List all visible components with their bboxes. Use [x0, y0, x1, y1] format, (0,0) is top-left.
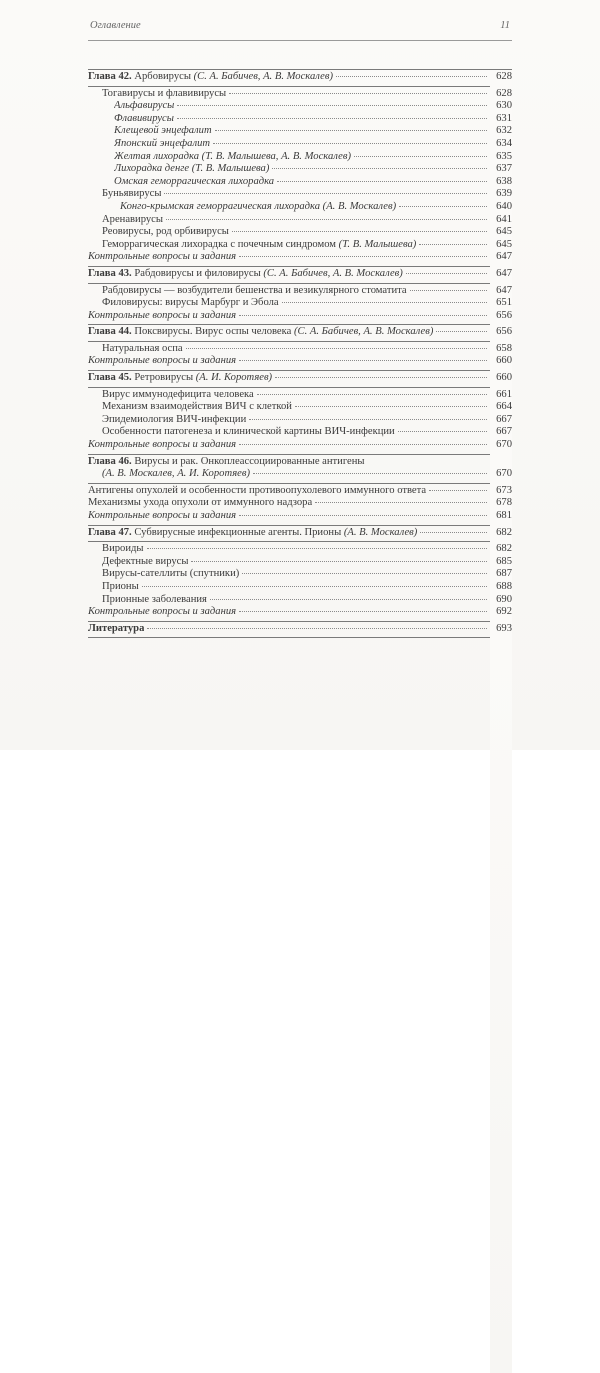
leader-dots: [399, 206, 487, 207]
toc-entry-label: [102, 188, 161, 201]
chapter-separator: [88, 341, 512, 342]
chapter-separator: [88, 370, 512, 371]
chapter-authors: (С. А. Бабичев, А. В. Москалев): [293, 326, 434, 338]
entry-text: Особенности патогенеза и клинической картины ВИЧ-инфекции: [102, 426, 395, 438]
toc-page-number: 690: [490, 594, 512, 1344]
entry-text: Контрольные вопросы и задания: [88, 606, 237, 618]
chapter-separator: [88, 387, 512, 388]
chapter-title: Вирусы и рак. Онкоплеассоциированные антигены: [134, 455, 365, 467]
toc-entry-label: [114, 125, 212, 138]
chapter-separator: [88, 621, 512, 622]
toc-entry[interactable]: [88, 125, 512, 138]
toc-page-number: 682: [490, 543, 512, 1293]
leader-dots: [177, 105, 487, 106]
toc-page-number: 693: [490, 623, 512, 1373]
toc-entry-label: [88, 510, 236, 523]
toc-entry[interactable]: [88, 188, 512, 201]
leader-dots: [295, 406, 487, 407]
toc-page-number: 692: [490, 606, 512, 1356]
leader-dots: [186, 348, 487, 349]
control-questions-entry[interactable]: [88, 510, 512, 523]
leader-dots: [239, 360, 487, 361]
toc-page-number: 639: [490, 188, 512, 938]
chapter-title: Рабдовирусы и филовирусы: [134, 267, 261, 279]
leader-dots: [420, 532, 487, 533]
chapter-separator: [88, 283, 512, 284]
leader-dots: [242, 573, 487, 574]
toc-entry[interactable]: [88, 214, 512, 227]
toc-page-number: 670: [490, 439, 512, 1189]
toc-page-number: 651: [490, 297, 512, 1047]
toc-entry[interactable]: [88, 138, 512, 151]
leader-dots: [239, 515, 487, 516]
chapter-separator: [88, 637, 512, 638]
toc-entry[interactable]: [88, 297, 512, 310]
chapter-heading-line: [88, 456, 512, 469]
toc-page-number: 685: [490, 556, 512, 1306]
entry-text: Филовирусы: вирусы Марбург и Эбола: [102, 297, 279, 309]
chapter-heading-continued[interactable]: [88, 468, 512, 481]
entry-text: Флавивирусы: [114, 112, 174, 124]
toc-page-number: 641: [490, 214, 512, 964]
toc-page-number: 688: [490, 581, 512, 1331]
chapter-number: Глава 46.: [88, 455, 132, 467]
chapter-separator: [88, 525, 512, 526]
entry-text: Дефектные вирусы: [102, 555, 189, 567]
toc-entry[interactable]: [88, 568, 512, 581]
leader-dots: [142, 586, 487, 587]
toc-page-number: 647: [490, 268, 512, 1018]
toc-entry-label: [114, 113, 174, 126]
toc-entry-label: [102, 343, 183, 356]
chapter-separator: [88, 69, 512, 70]
toc-entry[interactable]: [88, 401, 512, 414]
running-head: [88, 18, 512, 41]
toc-entry-label: [88, 485, 426, 498]
entry-text: Лихорадка денге: [114, 163, 190, 175]
toc-entry-label: [102, 226, 229, 239]
toc-entry-label: [88, 268, 403, 281]
toc-entry[interactable]: [88, 100, 512, 113]
chapter-heading[interactable]: [88, 71, 512, 84]
toc-entry[interactable]: [88, 594, 512, 607]
toc-page-number: 647: [490, 251, 512, 1001]
toc-page-number: 630: [490, 100, 512, 850]
entry-text: Вироиды: [102, 543, 144, 555]
toc-entry-label: [102, 543, 144, 556]
toc-entry[interactable]: [88, 343, 512, 356]
toc-entry[interactable]: [88, 88, 512, 101]
entry-authors: (Т. В. Малышева): [338, 238, 417, 250]
entry-text: Эпидемиология ВИЧ-инфекции: [102, 413, 247, 425]
literature-title: Литература: [88, 622, 145, 634]
chapter-separator: [88, 454, 512, 455]
chapter-number: Глава 44.: [88, 326, 132, 338]
toc-page-number: 664: [490, 401, 512, 1151]
toc-entry-label: [114, 100, 174, 113]
chapter-authors: (С. А. Бабичев, А. В. Москалев): [193, 71, 333, 82]
toc-page-number: 628: [490, 88, 512, 838]
running-head-page-number: 11: [500, 20, 510, 31]
entry-text: Клещевой энцефалит: [114, 125, 212, 137]
chapter-authors: (А. В. Москалев, А. И. Коротяев): [102, 468, 250, 480]
leader-dots: [419, 244, 487, 245]
toc-entry[interactable]: [88, 163, 512, 176]
chapter-number: Глава 47.: [88, 526, 132, 538]
entry-text: Контрольные вопросы и задания: [88, 251, 237, 263]
entry-text: Рабдовирусы — возбудители бешенства и везикулярного стоматита: [102, 284, 407, 296]
leader-dots: [229, 93, 487, 94]
entry-text: Конго-крымская геморрагическая лихорадка: [120, 200, 321, 212]
entry-text: Контрольные вопросы и задания: [88, 355, 237, 367]
toc-entry-label: [88, 606, 236, 619]
leader-dots: [410, 290, 487, 291]
toc-entry[interactable]: [88, 151, 512, 164]
leader-dots: [239, 444, 487, 445]
toc-entry[interactable]: [88, 226, 512, 239]
leader-dots: [191, 561, 487, 562]
toc-page-number: 660: [490, 355, 512, 1105]
toc-entry[interactable]: [88, 201, 512, 214]
chapter-heading[interactable]: [88, 372, 512, 385]
toc-entry-label: [88, 623, 144, 636]
entry-authors: (Т. В. Малышева, А. В. Москалев): [201, 150, 351, 162]
entry-text: Тогавирусы и флавивирусы: [102, 87, 227, 99]
toc-entry-label: [102, 594, 207, 607]
toc-page-number: 656: [490, 310, 512, 1060]
chapter-title: Субвирусные инфекционные агенты. Прионы: [134, 526, 342, 538]
toc-entry-label: [114, 176, 274, 189]
chapter-number: Глава 43.: [88, 267, 132, 279]
entry-text: Механизмы ухода опухоли от иммунного надзора: [88, 497, 313, 509]
toc-page-number: 638: [490, 176, 512, 926]
chapter-number: Глава 42.: [88, 71, 132, 82]
entry-authors: (Т. В. Малышева): [191, 163, 270, 175]
toc-entry[interactable]: [88, 389, 512, 402]
leader-dots: [147, 628, 487, 629]
table-of-contents: [88, 67, 512, 639]
toc-entry-label: [88, 527, 417, 540]
leader-dots: [315, 502, 487, 503]
leader-dots: [398, 431, 487, 432]
control-questions-entry[interactable]: [88, 355, 512, 368]
toc-page-number: 645: [490, 239, 512, 989]
toc-entry[interactable]: [88, 426, 512, 439]
toc-page-number: 667: [490, 426, 512, 1176]
leader-dots: [164, 193, 487, 194]
toc-entry-label: [88, 326, 433, 339]
chapter-title: Ретровирусы: [134, 372, 194, 384]
toc-entry-label: [88, 372, 272, 385]
toc-page-number: 660: [490, 372, 512, 1122]
toc-page-number: 678: [490, 497, 512, 1247]
toc-page-number: 670: [490, 468, 512, 1218]
toc-page-number: 631: [490, 113, 512, 863]
toc-page-number: 632: [490, 125, 512, 875]
toc-entry-label: [88, 71, 333, 84]
entry-text: Желтая лихорадка: [114, 150, 200, 162]
leader-dots: [239, 611, 487, 612]
toc-page-number: 681: [490, 510, 512, 1260]
chapter-separator: [88, 266, 512, 267]
chapter-separator: [88, 324, 512, 325]
chapter-authors: (С. А. Бабичев, А. В. Москалев): [263, 267, 403, 279]
toc-page-number: 640: [490, 201, 512, 951]
entry-text: Контрольные вопросы и задания: [88, 510, 237, 521]
chapter-heading[interactable]: [88, 326, 512, 339]
toc-page-number: 673: [490, 485, 512, 1235]
leader-dots: [429, 490, 487, 491]
leader-dots: [275, 377, 487, 378]
control-questions-entry[interactable]: [88, 251, 512, 264]
toc-entry-label: [88, 355, 236, 368]
toc-page-number: 628: [490, 71, 512, 821]
entry-text: Механизм взаимодействия ВИЧ с клеткой: [102, 401, 292, 413]
chapter-title: Поксвирусы. Вирус оспы человека: [134, 326, 292, 338]
toc-page-number: 637: [490, 163, 512, 913]
leader-dots: [177, 118, 487, 119]
toc-entry-label: [102, 297, 279, 310]
leader-dots: [257, 394, 487, 395]
leader-dots: [354, 156, 487, 157]
toc-entry[interactable]: [88, 497, 512, 510]
entry-text: Геморрагическая лихорадка с почечным синдромом: [102, 238, 337, 250]
chapter-authors: (А. И. Коротяев): [195, 372, 273, 384]
toc-entry-label: [88, 439, 236, 452]
toc-entry[interactable]: [88, 414, 512, 427]
toc-entry[interactable]: [88, 113, 512, 126]
entry-text: Антигены опухолей и особенности противоопухолевого иммунного ответа: [88, 484, 427, 496]
entry-text: Прионные заболевания: [102, 593, 207, 605]
leader-dots: [277, 181, 487, 182]
entry-text: Буньявирусы: [102, 188, 162, 200]
chapter-heading[interactable]: [88, 527, 512, 540]
entry-text: Аренавирусы: [102, 213, 163, 225]
toc-entry-label: [114, 163, 269, 176]
toc-entry-label: [102, 556, 188, 569]
leader-dots: [272, 168, 487, 169]
toc-entry-label: [88, 251, 236, 264]
toc-entry[interactable]: [88, 485, 512, 498]
chapter-authors: (А. В. Москалев): [343, 526, 418, 538]
toc-entry-label: [102, 389, 254, 402]
toc-entry-label: [102, 414, 246, 427]
toc-entry-label: [114, 138, 210, 151]
toc-entry-label: [102, 581, 139, 594]
control-questions-entry[interactable]: [88, 310, 512, 323]
toc-page-number: 658: [490, 343, 512, 1093]
toc-page-number: 645: [490, 226, 512, 976]
toc-entry-label: [102, 285, 407, 298]
toc-entry[interactable]: [88, 239, 512, 252]
entry-text: Вирусы-сателлиты (спутники): [102, 568, 240, 580]
entry-text: Японский энцефалит: [114, 137, 211, 149]
entry-text: Реовирусы, род орбивирусы: [102, 226, 229, 238]
entry-authors: (А. В. Москалев): [322, 200, 397, 212]
leader-dots: [282, 302, 487, 303]
leader-dots: [210, 599, 487, 600]
toc-page-number: 647: [490, 285, 512, 1035]
control-questions-entry[interactable]: [88, 606, 512, 619]
toc-entry-label: [102, 426, 395, 439]
control-questions-entry[interactable]: [88, 439, 512, 452]
toc-entry-label: [120, 201, 396, 214]
entry-text: Контрольные вопросы и задания: [88, 309, 237, 321]
toc-entry-label: [102, 214, 163, 227]
chapter-heading[interactable]: [88, 268, 512, 281]
toc-entry-label: [114, 151, 351, 164]
leader-dots: [249, 419, 487, 420]
toc-page-number: 687: [490, 568, 512, 1318]
toc-page-number: 656: [490, 326, 512, 1076]
toc-entry[interactable]: [88, 176, 512, 189]
entry-text: Альфавирусы: [114, 100, 175, 112]
literature-entry[interactable]: [88, 623, 512, 636]
entry-text: Контрольные вопросы и задания: [88, 439, 237, 451]
leader-dots: [253, 473, 487, 474]
leader-dots: [213, 143, 487, 144]
entry-text: Омская геморрагическая лихорадка: [114, 175, 275, 187]
toc-entry-label: [102, 88, 226, 101]
toc-entry-label: [102, 239, 416, 252]
chapter-title: Арбовирусы: [134, 71, 191, 82]
entry-text: Вирус иммунодефицита человека: [102, 388, 254, 400]
leader-dots: [406, 273, 487, 274]
leader-dots: [232, 231, 487, 232]
toc-entry-label: [102, 568, 239, 581]
leader-dots: [147, 548, 487, 549]
toc-entry-label: [102, 401, 292, 414]
toc-entry-label: [88, 310, 236, 323]
toc-page-number: 682: [490, 527, 512, 1277]
toc-entry[interactable]: [88, 556, 512, 569]
chapter-number: Глава 45.: [88, 372, 132, 384]
leader-dots: [239, 315, 487, 316]
running-head-title: Оглавление: [90, 20, 141, 31]
leader-dots: [336, 76, 487, 77]
toc-entry[interactable]: [88, 285, 512, 298]
chapter-separator: [88, 483, 512, 484]
leader-dots: [436, 331, 487, 332]
toc-page-number: 667: [490, 414, 512, 1164]
toc-page-number: 634: [490, 138, 512, 888]
entry-text: Натуральная оспа: [102, 342, 183, 354]
leader-dots: [239, 256, 487, 257]
toc-page-number: 635: [490, 151, 512, 901]
toc-entry[interactable]: [88, 543, 512, 556]
entry-text: Прионы: [102, 580, 139, 592]
toc-page-number: 661: [490, 389, 512, 1139]
toc-entry[interactable]: [88, 581, 512, 594]
toc-entry-label: [102, 468, 250, 481]
toc-entry-label: [88, 497, 312, 510]
leader-dots: [215, 130, 487, 131]
leader-dots: [166, 219, 487, 220]
chapter-separator: [88, 541, 512, 542]
chapter-separator: [88, 86, 512, 87]
